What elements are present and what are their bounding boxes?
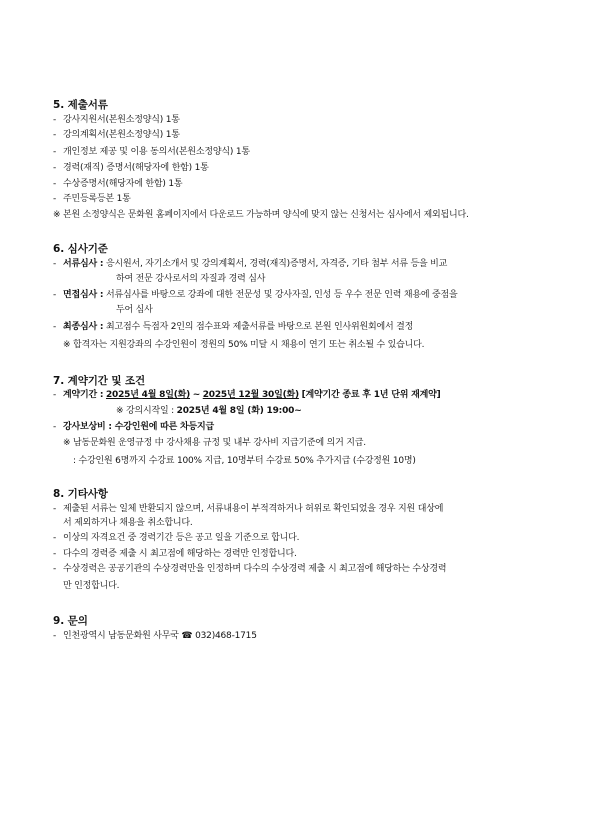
list-item: - 강의계획서(본원소정양식) 1통 bbox=[53, 130, 180, 140]
section-9-title: 9. 문의 bbox=[53, 615, 88, 627]
list-item-cont: 만 인정합니다. bbox=[63, 581, 120, 591]
telephone-icon: ☎ bbox=[181, 631, 193, 641]
list-item-cont: 서 제외하거나 채용을 취소합니다. bbox=[63, 518, 193, 528]
review-document: - 서류심사 : 응시원서, 자기소개서 및 강의계획서, 경력(재직)증명서, 자격증, 기타 첨부 서류 등을 비교 bbox=[53, 259, 448, 269]
list-item: - 수상증명서(해당자에 한함) 1통 bbox=[53, 179, 183, 189]
contact-line: - 인천광역시 남동문화원 사무국 ☎ 032)468-1715 bbox=[53, 631, 257, 641]
review-document-cont: 하여 전문 강사로서의 자질과 경력 심사 bbox=[116, 274, 266, 284]
list-item: - 제출된 서류는 일체 반환되지 않으며, 서류내용이 부적격하거나 허위로 확인되었을 경우 지원 대상에 bbox=[53, 504, 444, 514]
section-5-note: ※ 본원 소정양식은 문화원 홈페이지에서 다운로드 가능하며 양식에 맞지 않는 신청서는 심사에서 제외됩니다. bbox=[53, 210, 469, 220]
pay-detail: : 수강인원 6명까지 수강료 100% 지급, 10명부터 수강료 50% 추가지급 (수강정원 10명) bbox=[73, 456, 416, 466]
section-6-note: ※ 합격자는 지원강좌의 수강인원이 정원의 50% 미달 시 채용이 연기 또는 취소될 수 있습니다. bbox=[63, 340, 425, 350]
instructor-pay: - 강사보상비 : 수강인원에 따른 차등지급 bbox=[53, 422, 215, 432]
list-item: - 수상경력은 공공기관의 수상경력만을 인정하며 다수의 수상경력 제출 시 최고점에 해당하는 수상경력 bbox=[53, 564, 447, 574]
lecture-start: ※ 강의시작일 : 2025년 4월 8일 (화) 19:00~ bbox=[116, 406, 302, 416]
review-interview-cont: 두어 심사 bbox=[116, 305, 153, 315]
section-6-title: 6. 심사기준 bbox=[53, 243, 108, 255]
list-item: - 개인정보 제공 및 이용 동의서(본원소정양식) 1통 bbox=[53, 147, 250, 157]
list-item: - 경력(재직) 증명서(해당자에 한함) 1통 bbox=[53, 163, 209, 173]
list-item: - 주민등록등본 1통 bbox=[53, 194, 131, 204]
section-5-title: 5. 제출서류 bbox=[53, 99, 108, 111]
section-8-title: 8. 기타사항 bbox=[53, 488, 108, 500]
pay-note: ※ 남동문화원 운영규정 中 강사채용 규정 및 내부 강사비 지급기준에 의거 지급. bbox=[63, 438, 366, 448]
review-interview: - 면접심사 : 서류심사를 바탕으로 강좌에 대한 전문성 및 강사자질, 인성 등 우수 전문 인력 채용에 중점을 bbox=[53, 290, 458, 300]
section-7-title: 7. 계약기간 및 조건 bbox=[53, 375, 146, 387]
phone-number: 032)468-1715 bbox=[195, 631, 257, 641]
list-item: - 이상의 자격요건 중 경력기간 등은 공고 일을 기준으로 합니다. bbox=[53, 533, 300, 543]
list-item: - 강사지원서(본원소정양식) 1통 bbox=[53, 115, 180, 125]
list-item: - 다수의 경력증 제출 시 최고점에 해당하는 경력만 인정합니다. bbox=[53, 549, 297, 559]
review-final: - 최종심사 : 최고점수 득점자 2인의 점수표와 제출서류를 바탕으로 본원 인사위원회에서 결정 bbox=[53, 322, 414, 332]
contract-period: - 계약기간 : 2025년 4월 8일(화) ~ 2025년 12월 30일(화) [계약기간 종료 후 1년 단위 재계약] bbox=[53, 390, 441, 400]
